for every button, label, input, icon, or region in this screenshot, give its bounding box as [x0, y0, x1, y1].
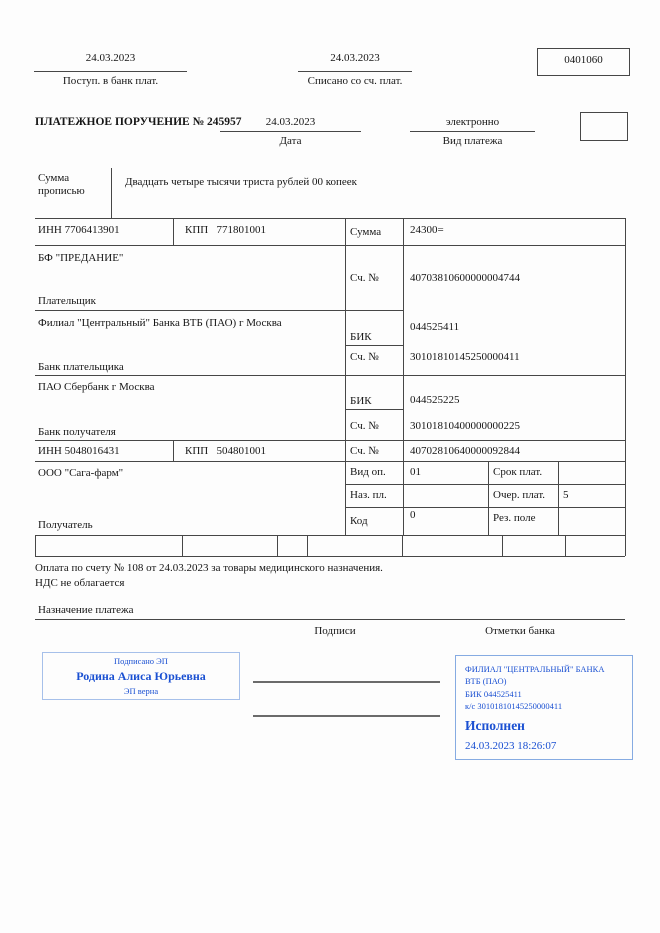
- grid-line: [488, 461, 489, 535]
- payee-bank-account: 30101810400000000225: [410, 420, 520, 432]
- grid-line: [35, 310, 403, 311]
- doc-date: 24.03.2023: [265, 116, 316, 128]
- payment-kind-label: Вид платежа: [442, 135, 503, 147]
- grid-line: [182, 535, 183, 556]
- payer-account-label: Сч. №: [350, 272, 379, 284]
- payee-bank-name: ПАО Сбербанк г Москва: [38, 381, 155, 393]
- grid-line: [403, 218, 404, 535]
- payee-bank-bik: 044525225: [410, 394, 460, 406]
- rez-pole-label: Рез. поле: [493, 512, 536, 524]
- payer-label: Плательщик: [38, 295, 96, 307]
- payer-account: 40703810600000004744: [410, 272, 520, 284]
- grid-line: [345, 484, 625, 485]
- grid-line: [625, 218, 626, 556]
- payment-kind: электронно: [445, 116, 500, 128]
- grid-line: [173, 218, 174, 245]
- payee-bank-bik-label: БИК: [350, 395, 372, 407]
- grid-line: [565, 535, 566, 556]
- payee-label: Получатель: [38, 519, 93, 531]
- grid-line: [345, 345, 403, 346]
- payee-name: ООО "Сага-фарм": [38, 467, 124, 479]
- grid-line: [35, 556, 625, 557]
- divider: [298, 71, 412, 72]
- bank-stamp-bank-name-line2: ВТБ (ПАО): [465, 676, 507, 687]
- divider: [410, 131, 535, 132]
- payee-inn: ИНН 5048016431: [38, 445, 120, 457]
- grid-line: [35, 461, 625, 462]
- divider: [35, 619, 625, 620]
- payer-bank-account: 30101810145250000411: [410, 351, 520, 363]
- grid-line: [345, 409, 403, 410]
- divider: [220, 131, 361, 132]
- grid-line: [345, 218, 346, 535]
- payee-kpp: КПП 504801001: [185, 445, 266, 457]
- payer-bank-bik: 044525411: [410, 321, 460, 333]
- e-signature-line3: ЭП верна: [123, 685, 159, 696]
- form-code: 0401060: [564, 54, 603, 66]
- debited-date: 24.03.2023: [330, 52, 380, 64]
- e-signature-line1: Подписано ЭП: [114, 656, 168, 667]
- grid-line: [307, 535, 308, 556]
- grid-line: [402, 535, 403, 556]
- payer-bank-name: Филиал "Центральный" Банка ВТБ (ПАО) г Москва: [38, 317, 282, 329]
- grid-line: [277, 535, 278, 556]
- signature-line: [253, 681, 440, 683]
- e-signature-name: Родина Алиса Юрьевна: [76, 668, 206, 683]
- payee-bank-account-label: Сч. №: [350, 420, 379, 432]
- bank-stamp: [455, 655, 633, 760]
- payer-name: БФ "ПРЕДАНИЕ": [38, 252, 124, 264]
- date-label: Дата: [279, 135, 302, 147]
- bank-stamp-bik: БИК 044525411: [465, 688, 522, 699]
- bank-stamp-status: Исполнен: [465, 718, 525, 734]
- grid-line: [345, 507, 625, 508]
- received-date: 24.03.2023: [85, 52, 136, 64]
- payer-inn: ИНН 7706413901: [38, 224, 120, 236]
- ocher-plat-value: 5: [563, 489, 569, 501]
- purpose-line2: НДС не облагается: [35, 577, 125, 589]
- kod-value: 0: [410, 509, 416, 521]
- bank-stamp-datetime: 24.03.2023 18:26:07: [465, 740, 557, 753]
- priority-box: [580, 112, 628, 141]
- payee-account-label: Сч. №: [350, 445, 379, 457]
- amount-words: Двадцать четыре тысячи триста рублей 00 копеек: [125, 176, 357, 188]
- grid-line: [502, 535, 503, 556]
- received-label: Поступ. в банк плат.: [62, 75, 159, 87]
- kod-label: Код: [350, 515, 368, 527]
- sum-label: Сумма: [350, 226, 382, 238]
- ocher-plat-label: Очер. плат.: [493, 489, 546, 501]
- payee-account: 40702810640000092844: [410, 445, 520, 457]
- bank-stamp-bank-name-line1: ФИЛИАЛ "ЦЕНТРАЛЬНЫЙ" БАНКА: [465, 664, 605, 674]
- divider: [34, 71, 187, 72]
- payer-bank-account-label: Сч. №: [350, 351, 379, 363]
- debited-label: Списано со сч. плат.: [307, 75, 403, 87]
- form-code-box: [537, 48, 630, 76]
- signatures-label: Подписи: [314, 625, 356, 637]
- grid-line: [35, 218, 625, 219]
- e-signature-stamp: [42, 652, 240, 700]
- vid-op-value: 01: [410, 466, 421, 478]
- grid-line: [558, 461, 559, 535]
- naz-pl-label: Наз. пл.: [350, 489, 387, 501]
- srok-plat-label: Срок плат.: [493, 466, 543, 478]
- grid-line: [173, 440, 174, 461]
- vid-op-label: Вид оп.: [350, 466, 386, 478]
- payer-kpp: КПП 771801001: [185, 224, 266, 236]
- bank-stamp-corr-account: к/с 30101810145250000411: [465, 700, 563, 711]
- signature-line: [253, 715, 440, 717]
- bank-marks-label: Отметки банка: [485, 625, 555, 637]
- grid-line: [35, 535, 36, 556]
- payer-bank-bik-label: БИК: [350, 331, 372, 343]
- grid-line: [35, 245, 625, 246]
- grid-line: [35, 440, 625, 441]
- amount-words-label: Сумма прописью: [38, 172, 85, 198]
- purpose-line1: Оплата по счету № 108 от 24.03.2023 за товары медицинского назначения.: [35, 562, 383, 574]
- sum-value: 24300=: [410, 224, 444, 236]
- grid-line: [35, 375, 625, 376]
- payee-bank-label: Банк получателя: [38, 426, 116, 438]
- grid-line: [35, 535, 625, 536]
- grid-line: [111, 168, 112, 218]
- purpose-label: Назначение платежа: [38, 604, 134, 616]
- doc-title: ПЛАТЕЖНОЕ ПОРУЧЕНИЕ № 245957: [35, 116, 242, 128]
- payer-bank-label: Банк плательщика: [38, 361, 124, 373]
